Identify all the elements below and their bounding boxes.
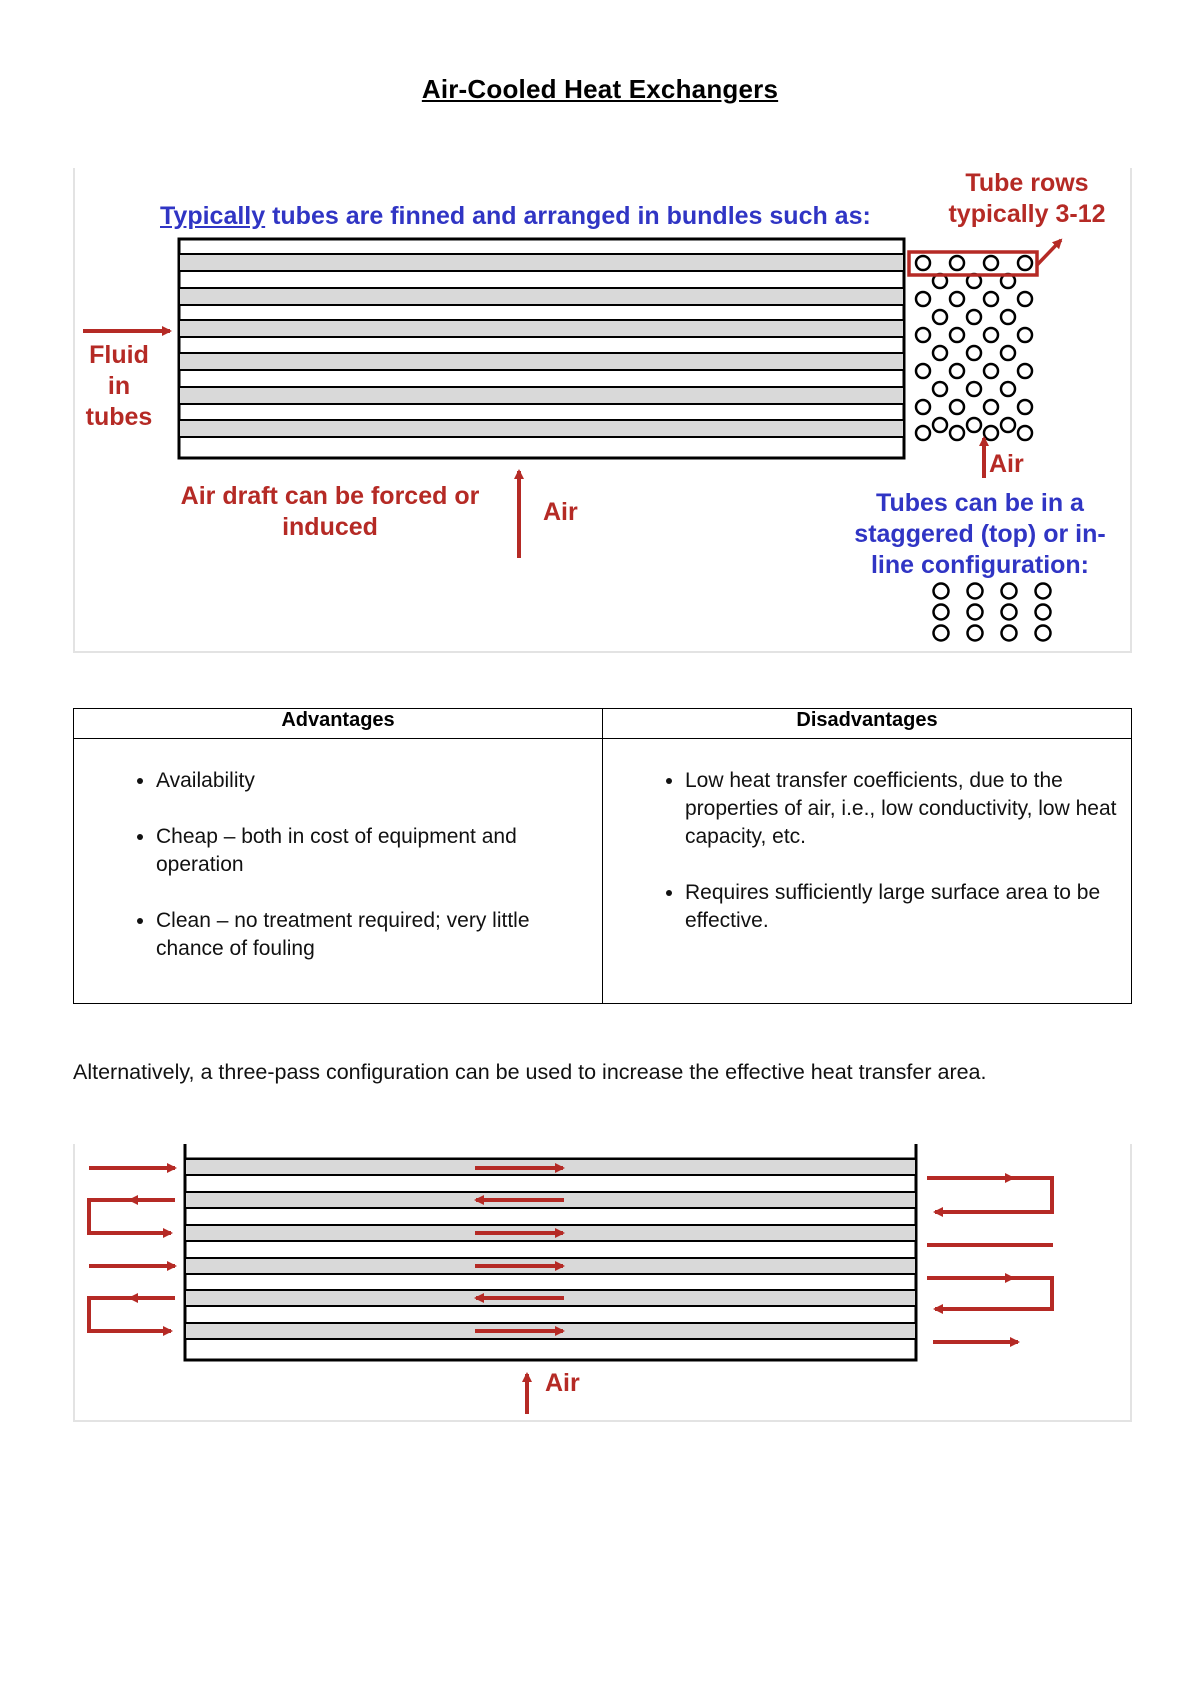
air-label: Air xyxy=(543,498,578,526)
list-item: • Low heat transfer coefficients, due to the properties of air, i.e., low conductivity, low heat capacity, etc. xyxy=(685,767,1123,851)
air-label: Air xyxy=(545,1369,580,1397)
tube-row-pointer-arrow xyxy=(1037,240,1061,265)
disadvantages-cell xyxy=(603,739,1132,1004)
three-pass-paragraph: Alternatively, a three-pass configuration can be used to increase the effective heat transfer area. xyxy=(73,1060,987,1084)
advantages-header: Advantages xyxy=(74,709,603,739)
three-pass-bundle xyxy=(185,1144,916,1360)
advantages-list xyxy=(116,767,594,963)
three-pass-figure xyxy=(73,1144,1132,1422)
list-item: • Requires sufficiently large surface area to be effective. xyxy=(685,879,1123,935)
disadvantages-list xyxy=(645,767,1123,935)
heading-underlined-word: Typically xyxy=(160,202,266,230)
list-item: • Clean – no treatment required; very little chance of fouling xyxy=(156,907,594,963)
list-item: • Availability xyxy=(156,767,594,795)
page-title: Air-Cooled Heat Exchangers xyxy=(421,74,779,104)
tube-bundle xyxy=(179,239,904,458)
list-item: • Cheap – both in cost of equipment and operation xyxy=(156,823,594,879)
bundle-heading xyxy=(160,202,871,231)
air-label-right: Air xyxy=(989,450,1024,478)
staggered-inline-label: Tubes can be in a staggered (top) or in-line configuration: xyxy=(854,489,1106,579)
heading-rest: tubes are finned and arranged in bundles such as: xyxy=(265,202,871,230)
air-draft-label: Air draft can be forced or induced xyxy=(180,482,480,541)
inline-tubes xyxy=(934,584,1051,641)
advantages-table xyxy=(73,708,1132,1004)
fluid-in-tubes-label: Fluid in tubes xyxy=(85,341,153,431)
advantages-cell xyxy=(74,739,603,1004)
three-pass-diagram xyxy=(75,1144,1134,1422)
disadvantages-header: Disadvantages xyxy=(603,709,1132,739)
tube-bundle-figure xyxy=(73,168,1132,653)
staggered-tubes xyxy=(916,256,1032,440)
tube-rows-label: Tube rows typically 3-12 xyxy=(948,169,1106,228)
